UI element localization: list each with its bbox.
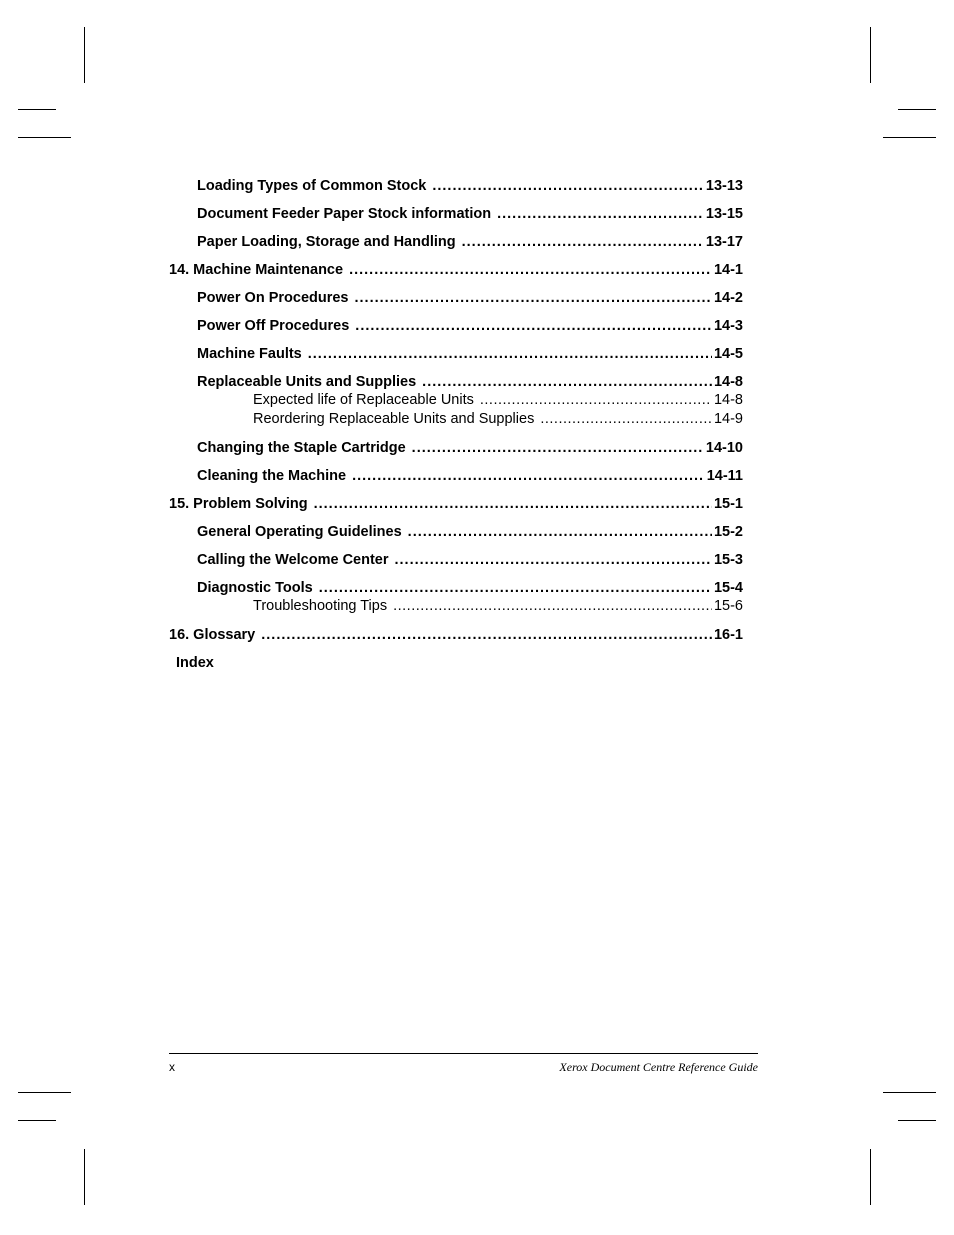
toc-leader <box>480 391 712 410</box>
toc-entry[interactable] <box>197 466 743 486</box>
toc-subentry-page: 14-8 <box>713 392 743 408</box>
toc-entry[interactable] <box>197 316 743 336</box>
toc-subentry[interactable] <box>253 410 743 429</box>
toc-entry[interactable] <box>197 438 743 458</box>
toc-chapter-page: 15-1 <box>713 496 743 512</box>
toc-leader <box>395 550 712 570</box>
toc-chapter-page: 14-1 <box>713 262 743 278</box>
toc-entry[interactable] <box>197 288 743 308</box>
toc-entry-title: Diagnostic Tools <box>197 580 313 596</box>
crop-mark <box>18 137 71 138</box>
toc-entry[interactable] <box>197 344 743 364</box>
crop-mark <box>18 1092 71 1093</box>
toc-entry[interactable] <box>197 204 743 224</box>
toc-subentry-page: 14-9 <box>713 411 743 427</box>
book-title: Xerox Document Centre Reference Guide <box>559 1060 758 1074</box>
crop-mark <box>883 1092 936 1093</box>
toc-entry-title: Cleaning the Machine <box>197 468 347 484</box>
toc-subentry-title: Expected life of Replaceable Units <box>253 392 474 408</box>
toc-chapter-page: 16-1 <box>713 627 743 643</box>
toc-chapter[interactable] <box>169 260 743 280</box>
toc-entry[interactable] <box>197 372 743 392</box>
toc-subentry[interactable] <box>253 597 743 616</box>
toc-entry-page: 14-5 <box>713 346 743 362</box>
toc-index-link[interactable]: Index <box>176 655 214 671</box>
toc-subentry-title: Reordering Replaceable Units and Supplies <box>253 411 535 427</box>
toc-leader <box>462 232 704 252</box>
toc-entry-page: 14-2 <box>713 290 743 306</box>
toc-chapter[interactable] <box>169 494 743 514</box>
toc-leader <box>408 522 712 542</box>
crop-mark <box>84 27 85 83</box>
toc-entry-page: 14-11 <box>706 468 743 484</box>
toc-chapter-title: 16. Glossary <box>169 627 256 643</box>
toc-entry[interactable] <box>197 550 743 570</box>
toc-entry-title: Machine Faults <box>197 346 302 362</box>
toc-subentry[interactable] <box>253 391 743 410</box>
toc-chapter[interactable] <box>169 625 743 645</box>
toc-entry-page: 14-10 <box>705 440 743 456</box>
toc-entry-title: Paper Loading, Storage and Handling <box>197 234 456 250</box>
toc-leader <box>355 316 712 336</box>
toc-entry-title: Calling the Welcome Center <box>197 552 389 568</box>
toc-entry[interactable] <box>197 578 743 598</box>
crop-mark <box>18 1120 56 1121</box>
toc-entry-page: 15-2 <box>713 524 743 540</box>
toc-entry[interactable] <box>197 522 743 542</box>
toc-leader <box>349 260 712 280</box>
crop-mark <box>883 137 936 138</box>
toc-leader <box>308 344 712 364</box>
toc-entry-page: 14-3 <box>713 318 743 334</box>
crop-mark <box>18 109 56 110</box>
footer-rule <box>169 1053 758 1054</box>
toc-entry-page: 13-13 <box>705 178 743 194</box>
toc-leader <box>352 466 705 486</box>
toc-entry-title: General Operating Guidelines <box>197 524 402 540</box>
toc-entry-title: Replaceable Units and Supplies <box>197 374 417 390</box>
crop-mark <box>84 1149 85 1205</box>
toc-leader <box>261 625 712 645</box>
toc-leader <box>393 597 712 616</box>
toc-entry-page: 13-15 <box>705 206 743 222</box>
toc-subentry-title: Troubleshooting Tips <box>253 598 388 614</box>
toc-entry-page: 15-3 <box>713 552 743 568</box>
toc-leader <box>422 372 712 392</box>
toc-entry-title: Loading Types of Common Stock <box>197 178 427 194</box>
toc-entry-page: 15-4 <box>713 580 743 596</box>
crop-mark <box>870 27 871 83</box>
toc-leader <box>412 438 704 458</box>
toc-chapter-title: 14. Machine Maintenance <box>169 262 344 278</box>
toc-entry[interactable] <box>197 232 743 252</box>
toc-leader <box>540 410 712 429</box>
toc-entry-title: Changing the Staple Cartridge <box>197 440 406 456</box>
toc-chapter-title: 15. Problem Solving <box>169 496 308 512</box>
toc-entry-page: 14-8 <box>713 374 743 390</box>
toc-subentry-page: 15-6 <box>713 598 743 614</box>
toc-entry[interactable] <box>197 176 743 196</box>
toc-leader <box>319 578 712 598</box>
crop-mark <box>898 109 936 110</box>
toc-entry-title: Power On Procedures <box>197 290 349 306</box>
toc-leader <box>497 204 704 224</box>
toc-leader <box>355 288 712 308</box>
page-number: x <box>169 1060 175 1074</box>
toc-leader <box>314 494 712 514</box>
toc-entry-page: 13-17 <box>705 234 743 250</box>
toc-entry-title: Document Feeder Paper Stock information <box>197 206 492 222</box>
crop-mark <box>898 1120 936 1121</box>
toc-entry-title: Power Off Procedures <box>197 318 350 334</box>
toc-leader <box>432 176 704 196</box>
crop-mark <box>870 1149 871 1205</box>
